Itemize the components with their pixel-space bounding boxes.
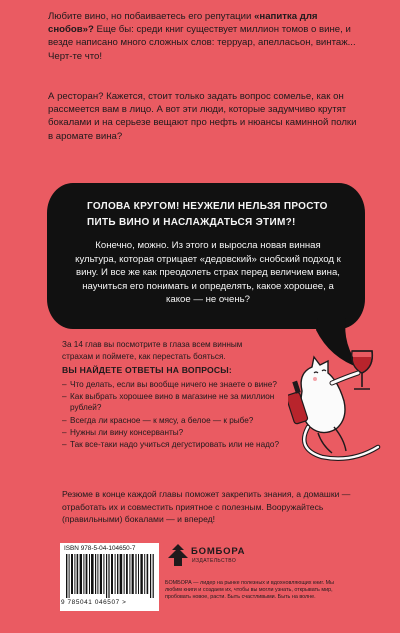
intro-bold-phrase: «напитка для снобов»? bbox=[48, 11, 318, 36]
questions-heading: ВЫ НАЙДЕТЕ ОТВЕТЫ НА ВОПРОСЫ: bbox=[62, 365, 232, 375]
intro-line-a: Любите вино, но побаиваетесь его репутации bbox=[48, 11, 252, 22]
publisher-subtitle: ИЗДАТЕЛЬСТВО bbox=[192, 558, 237, 564]
cat-with-wine-illustration bbox=[288, 343, 386, 465]
resume-paragraph: Резюме в конце каждой главы поможет закрепить знания, а домашки — отработать их и совместить приятное с полезным. Вооружайтесь (правильными) бокалами — и вперед! bbox=[62, 489, 351, 525]
list-item: – Нужны ли вину консерванты? bbox=[62, 427, 292, 438]
barcode-panel bbox=[60, 543, 159, 611]
publisher-name: БОМБОРА bbox=[191, 546, 246, 557]
list-item: – Всегда ли красное — к мясу, а белое — к рыбе? bbox=[62, 415, 292, 426]
publisher-block bbox=[165, 540, 365, 620]
list-item: – Так все-таки надо учиться дегустировать или не надо? bbox=[62, 439, 292, 450]
list-item: – Как выбрать хорошее вино в магазине не за миллион рублей? bbox=[62, 391, 292, 413]
speech-bubble bbox=[47, 183, 365, 329]
intro-line-b: Еще бы: среди книг существует миллион томов о вине, и везде написано много сложных слов: терруар, апелласьон, винтаж... Черт-те что! bbox=[48, 24, 356, 62]
barcode bbox=[66, 554, 154, 598]
intro-paragraph bbox=[48, 10, 358, 63]
bubble-heading: ГОЛОВА КРУГОМ! НЕУЖЕЛИ НЕЛЬЗЯ ПРОСТО ПИТЬ ВИНО И НАСЛАЖДАТЬСЯ ЭТИМ?! bbox=[87, 201, 328, 228]
bubble-body: Конечно, можно. Из этого и выросла новая винная культура, которая отрицает «дедовский» снобский подход к вину. И все же как преодолеть страх перед величием вина, научиться его понимать и определять, какое хорошее, а какое — не очень? bbox=[75, 240, 341, 306]
questions-list bbox=[62, 379, 292, 452]
bombora-logo-icon bbox=[168, 544, 188, 566]
restaurant-paragraph: А ресторан? Кажется, стоит только задать вопрос сомелье, как он рассмеется вам в лицо. А вот эти люди, которые задумчиво крутят бокалами и на серьезе вещают про нефть и нюансы каминной полки в аромате вина? bbox=[48, 91, 357, 142]
barcode-digits: 9 785041 046507 > bbox=[61, 599, 127, 606]
isbn-number: ISBN 978-5-04-104650-7 bbox=[64, 545, 136, 552]
list-item: – Что делать, если вы вообще ничего не знаете о вине? bbox=[62, 379, 292, 390]
publisher-description: БОМБОРА — лидер на рынке полезных и вдохновляющих книг. Мы любим книги и создаем их, чтобы вы могли узнать, открывать мир, пробовать новое, расти. Быть счастливыми. Быть на волне. bbox=[165, 580, 334, 601]
lead-paragraph: За 14 глав вы посмотрите в глаза всем винным страхам и поймете, как перестать бояться. bbox=[62, 340, 243, 361]
